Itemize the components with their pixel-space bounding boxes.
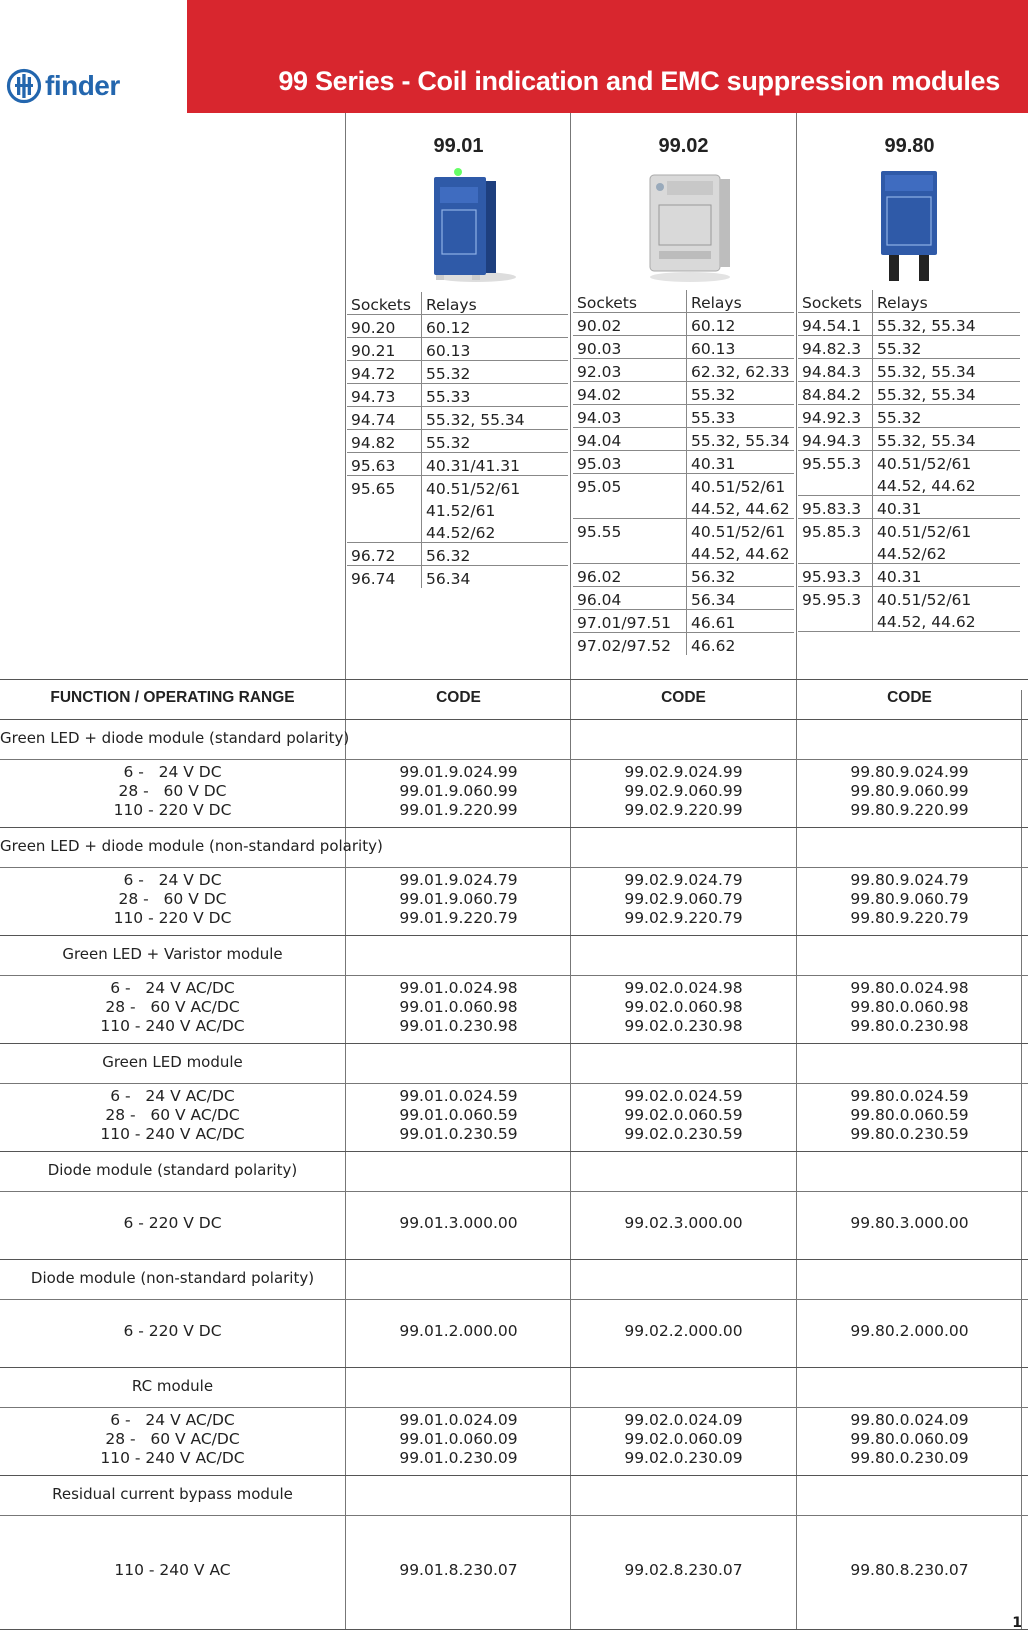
finder-logo-icon <box>6 68 42 104</box>
divider <box>0 1083 1028 1084</box>
socket-cell: 94.73 <box>347 384 422 407</box>
module-99-80-image <box>875 165 955 285</box>
relay-cell: 40.31/41.31 <box>422 453 569 476</box>
operating-range: 6 - 24 V AC/DC 28 - 60 V AC/DC 110 - 240 V AC/DC <box>100 978 245 1035</box>
table-row <box>347 543 568 566</box>
section-title: Diode module (non-standard polarity) <box>30 1269 315 1287</box>
table-row <box>798 405 1020 428</box>
table-row <box>798 473 1020 496</box>
relay-cell: 55.32 <box>873 405 1021 428</box>
socket-cell: 95.85.3 <box>798 519 873 542</box>
relay-cell: 60.12 <box>422 315 569 338</box>
order-code: 99.02.0.024.59 99.02.0.060.59 99.02.0.230.59 <box>624 1086 743 1143</box>
relay-cell: 41.52/61 <box>426 502 496 520</box>
function-header: FUNCTION / OPERATING RANGE <box>50 689 295 706</box>
table-row <box>573 405 794 428</box>
product-code-99-80: 99.80 <box>884 135 935 157</box>
section-title: Green LED module <box>102 1053 243 1071</box>
socket-cell: 94.02 <box>573 382 687 405</box>
relay-cell: 44.52/62 <box>422 520 569 543</box>
table-header-row <box>573 290 794 313</box>
relay-cell: 55.32, 55.34 <box>873 382 1021 405</box>
order-code: 99.80.8.230.07 <box>850 1560 969 1579</box>
table-row <box>347 498 568 520</box>
order-code: 99.02.9.024.99 99.02.9.060.99 99.02.9.220.99 <box>624 762 743 819</box>
socket-cell: 95.83.3 <box>798 496 873 519</box>
table-row <box>347 361 568 384</box>
order-code: 99.01.0.024.59 99.01.0.060.59 99.01.0.230.59 <box>399 1086 518 1143</box>
relay-cell: 40.51/52/61 <box>877 591 972 609</box>
relay-cell: 55.32 <box>873 336 1021 359</box>
operating-range: 6 - 220 V DC <box>123 1213 222 1232</box>
relay-cell: 40.51/52/61 <box>691 478 786 496</box>
module-99-01-image <box>428 165 518 285</box>
relay-cell: 40.51/52/61 <box>877 455 972 473</box>
socket-cell: 95.63 <box>347 453 422 476</box>
divider <box>0 1043 1028 1044</box>
order-code: 99.02.0.024.09 99.02.0.060.09 99.02.0.230.09 <box>624 1410 743 1467</box>
table-row <box>798 519 1020 542</box>
divider <box>0 935 1028 936</box>
divider <box>0 1259 1028 1260</box>
table-row <box>573 313 794 336</box>
divider <box>0 1475 1028 1476</box>
socket-cell: 95.93.3 <box>798 564 873 587</box>
relay-cell: 55.33 <box>687 405 795 428</box>
relay-cell: 56.32 <box>687 564 795 587</box>
divider <box>1021 690 1022 1630</box>
relay-cell: 44.52, 44.62 <box>687 496 795 519</box>
order-code: 99.80.9.024.99 99.80.9.060.99 99.80.9.220.99 <box>850 762 969 819</box>
socket-cell: 95.55.3 <box>798 451 873 474</box>
code-header-99-02: CODE <box>661 689 706 706</box>
socket-cell: 94.04 <box>573 428 687 451</box>
table-row <box>798 587 1020 610</box>
relay-cell: 44.52, 44.62 <box>687 541 795 564</box>
socket-cell: 90.21 <box>347 338 422 361</box>
relays-header: Relays <box>873 290 1021 313</box>
socket-cell: 95.55 <box>573 519 687 542</box>
operating-range: 6 - 220 V DC <box>123 1321 222 1340</box>
order-code: 99.01.9.024.79 99.01.9.060.79 99.01.9.220.79 <box>399 870 518 927</box>
socket-cell: 95.95.3 <box>798 587 873 610</box>
socket-cell: 96.04 <box>573 587 687 610</box>
relay-cell: 55.32 <box>422 361 569 384</box>
table-row <box>347 430 568 453</box>
socket-cell: 94.74 <box>347 407 422 430</box>
table-row <box>347 476 568 499</box>
table-row <box>347 338 568 361</box>
socket-cell: 97.02/97.52 <box>573 633 687 656</box>
relay-cell: 62.32, 62.33 <box>687 359 795 382</box>
socket-cell: 95.65 <box>347 476 422 499</box>
table-row <box>573 610 794 633</box>
socket-cell: 84.84.2 <box>798 382 873 405</box>
table-row <box>347 520 568 543</box>
divider <box>0 867 1028 868</box>
divider <box>0 975 1028 976</box>
relay-cell: 55.32, 55.34 <box>873 313 1021 336</box>
table-row <box>798 428 1020 451</box>
table-row <box>573 541 794 564</box>
order-code: 99.80.0.024.09 99.80.0.060.09 99.80.0.230.09 <box>850 1410 969 1467</box>
table-row <box>347 566 568 589</box>
order-code: 99.01.9.024.99 99.01.9.060.99 99.01.9.220.99 <box>399 762 518 819</box>
product-code-99-02: 99.02 <box>658 135 709 157</box>
relay-cell: 46.61 <box>687 610 795 633</box>
socket-cell <box>798 609 873 632</box>
relay-cell: 55.32, 55.34 <box>873 428 1021 451</box>
relay-cell: 60.13 <box>687 336 795 359</box>
socket-cell: 96.72 <box>347 543 422 566</box>
order-code: 99.02.3.000.00 <box>624 1213 743 1232</box>
section-title: Green LED + diode module (non-standard polarity) <box>0 837 383 855</box>
relay-cell: 44.52, 44.62 <box>873 609 1021 632</box>
divider <box>0 719 1028 720</box>
divider <box>0 1299 1028 1300</box>
table-row <box>798 336 1020 359</box>
relay-cell: 56.32 <box>422 543 569 566</box>
divider <box>0 1407 1028 1408</box>
relay-cell: 40.31 <box>873 564 1021 587</box>
operating-range: 6 - 24 V AC/DC 28 - 60 V AC/DC 110 - 240 V AC/DC <box>100 1410 245 1467</box>
socket-cell: 94.54.1 <box>798 313 873 336</box>
socket-relay-table-99-01 <box>347 292 568 588</box>
table-row <box>573 359 794 382</box>
table-row <box>798 382 1020 405</box>
socket-cell: 94.03 <box>573 405 687 428</box>
socket-cell: 96.02 <box>573 564 687 587</box>
table-row <box>573 587 794 610</box>
order-code: 99.80.0.024.98 99.80.0.060.98 99.80.0.230.98 <box>850 978 969 1035</box>
socket-cell <box>347 520 422 543</box>
table-row <box>798 451 1020 474</box>
relay-cell: 40.51/52/61 <box>426 480 521 498</box>
relay-cell: 55.32 <box>422 430 569 453</box>
relay-cell: 56.34 <box>426 570 471 588</box>
table-row <box>573 519 794 542</box>
order-code: 99.01.3.000.00 <box>399 1213 518 1232</box>
table-row <box>573 428 794 451</box>
table-row <box>573 451 794 474</box>
table-row <box>798 564 1020 587</box>
relay-cell: 40.31 <box>873 496 1021 519</box>
socket-relay-table-99-02 <box>573 290 794 655</box>
code-header-99-80: CODE <box>887 689 932 706</box>
brand-name: finder <box>45 70 120 101</box>
socket-relay-table-99-80 <box>798 290 1020 632</box>
table-header-row <box>798 290 1020 313</box>
operating-range: 6 - 24 V DC 28 - 60 V DC 110 - 220 V DC <box>113 762 232 819</box>
table-row <box>798 609 1020 632</box>
table-row <box>798 541 1020 564</box>
socket-cell: 95.03 <box>573 451 687 474</box>
relay-cell: 56.34 <box>687 587 795 610</box>
socket-cell: 90.03 <box>573 336 687 359</box>
socket-cell: 97.01/97.51 <box>573 610 687 633</box>
table-row <box>347 384 568 407</box>
order-code: 99.80.2.000.00 <box>850 1321 969 1340</box>
order-code: 99.02.0.024.98 99.02.0.060.98 99.02.0.230.98 <box>624 978 743 1035</box>
socket-cell: 92.03 <box>573 359 687 382</box>
divider <box>0 1151 1028 1152</box>
divider <box>0 1367 1028 1368</box>
operating-range: 110 - 240 V AC <box>114 1560 231 1579</box>
finder-logo <box>6 66 120 106</box>
relay-cell: 60.12 <box>687 313 795 336</box>
socket-cell: 94.82 <box>347 430 422 453</box>
page-number: 1 <box>1012 1615 1022 1631</box>
code-header-99-01: CODE <box>436 689 481 706</box>
sockets-header: Sockets <box>347 292 422 315</box>
divider <box>0 1629 1028 1630</box>
relay-cell: 55.33 <box>422 384 569 407</box>
order-code: 99.80.3.000.00 <box>850 1213 969 1232</box>
order-code: 99.01.2.000.00 <box>399 1321 518 1340</box>
socket-cell <box>798 541 873 564</box>
table-row <box>573 633 794 656</box>
relay-cell: 55.32, 55.34 <box>422 407 569 430</box>
socket-cell: 94.94.3 <box>798 428 873 451</box>
order-code: 99.01.0.024.09 99.01.0.060.09 99.01.0.230.09 <box>399 1410 518 1467</box>
socket-cell <box>798 473 873 496</box>
socket-cell: 90.02 <box>573 313 687 336</box>
socket-cell <box>573 541 687 564</box>
socket-cell: 94.82.3 <box>798 336 873 359</box>
socket-cell: 95.05 <box>573 474 687 497</box>
sockets-header: Sockets <box>573 290 687 313</box>
table-row <box>573 496 794 519</box>
divider <box>0 1191 1028 1192</box>
relay-cell: 40.31 <box>687 451 795 474</box>
section-title: Green LED + Varistor module <box>62 945 283 963</box>
table-row <box>798 359 1020 382</box>
order-code: 99.02.8.230.07 <box>624 1560 743 1579</box>
table-row <box>347 407 568 430</box>
relay-cell: 40.51/52/61 <box>691 523 786 541</box>
page-title: 99 Series - Coil indication and EMC suppression modules <box>278 66 1000 96</box>
section-title: Green LED + diode module (standard polarity) <box>0 729 350 747</box>
relay-cell: 46.62 <box>691 637 736 655</box>
socket-cell <box>347 498 422 520</box>
order-code: 99.02.2.000.00 <box>624 1321 743 1340</box>
divider <box>0 1515 1028 1516</box>
relay-cell: 55.32, 55.34 <box>873 359 1021 382</box>
table-row <box>347 315 568 338</box>
table-row <box>798 496 1020 519</box>
relay-cell: 55.32, 55.34 <box>687 428 795 451</box>
divider <box>0 827 1028 828</box>
table-row <box>573 474 794 497</box>
sockets-header: Sockets <box>798 290 873 313</box>
product-code-99-01: 99.01 <box>433 135 484 157</box>
relay-cell: 40.51/52/61 <box>877 523 972 541</box>
section-title: Residual current bypass module <box>52 1485 293 1503</box>
order-code: 99.01.0.024.98 99.01.0.060.98 99.01.0.230.98 <box>399 978 518 1035</box>
relays-header: Relays <box>687 290 795 313</box>
table-row <box>573 564 794 587</box>
divider <box>0 679 1028 680</box>
relay-cell: 55.32 <box>687 382 795 405</box>
order-code: 99.80.9.024.79 99.80.9.060.79 99.80.9.220.79 <box>850 870 969 927</box>
table-row <box>798 313 1020 336</box>
operating-range: 6 - 24 V AC/DC 28 - 60 V AC/DC 110 - 240 V AC/DC <box>100 1086 245 1143</box>
table-row <box>347 453 568 476</box>
module-99-02-image <box>645 165 735 285</box>
relay-cell: 60.13 <box>422 338 569 361</box>
relay-cell: 44.52/62 <box>873 541 1021 564</box>
relay-cell: 44.52, 44.62 <box>873 473 1021 496</box>
section-title: RC module <box>131 1377 214 1395</box>
socket-cell: 94.92.3 <box>798 405 873 428</box>
operating-range: 6 - 24 V DC 28 - 60 V DC 110 - 220 V DC <box>113 870 232 927</box>
relays-header: Relays <box>422 292 569 315</box>
order-code: 99.80.0.024.59 99.80.0.060.59 99.80.0.230.59 <box>850 1086 969 1143</box>
divider <box>0 759 1028 760</box>
socket-cell: 90.20 <box>347 315 422 338</box>
table-row <box>573 336 794 359</box>
socket-cell: 94.72 <box>347 361 422 384</box>
socket-cell: 96.74 <box>347 566 422 589</box>
table-row <box>573 382 794 405</box>
socket-cell: 94.84.3 <box>798 359 873 382</box>
socket-cell <box>573 496 687 519</box>
order-code: 99.01.8.230.07 <box>399 1560 518 1579</box>
order-code: 99.02.9.024.79 99.02.9.060.79 99.02.9.220.79 <box>624 870 743 927</box>
table-header-row <box>347 292 568 315</box>
section-title: Diode module (standard polarity) <box>47 1161 298 1179</box>
